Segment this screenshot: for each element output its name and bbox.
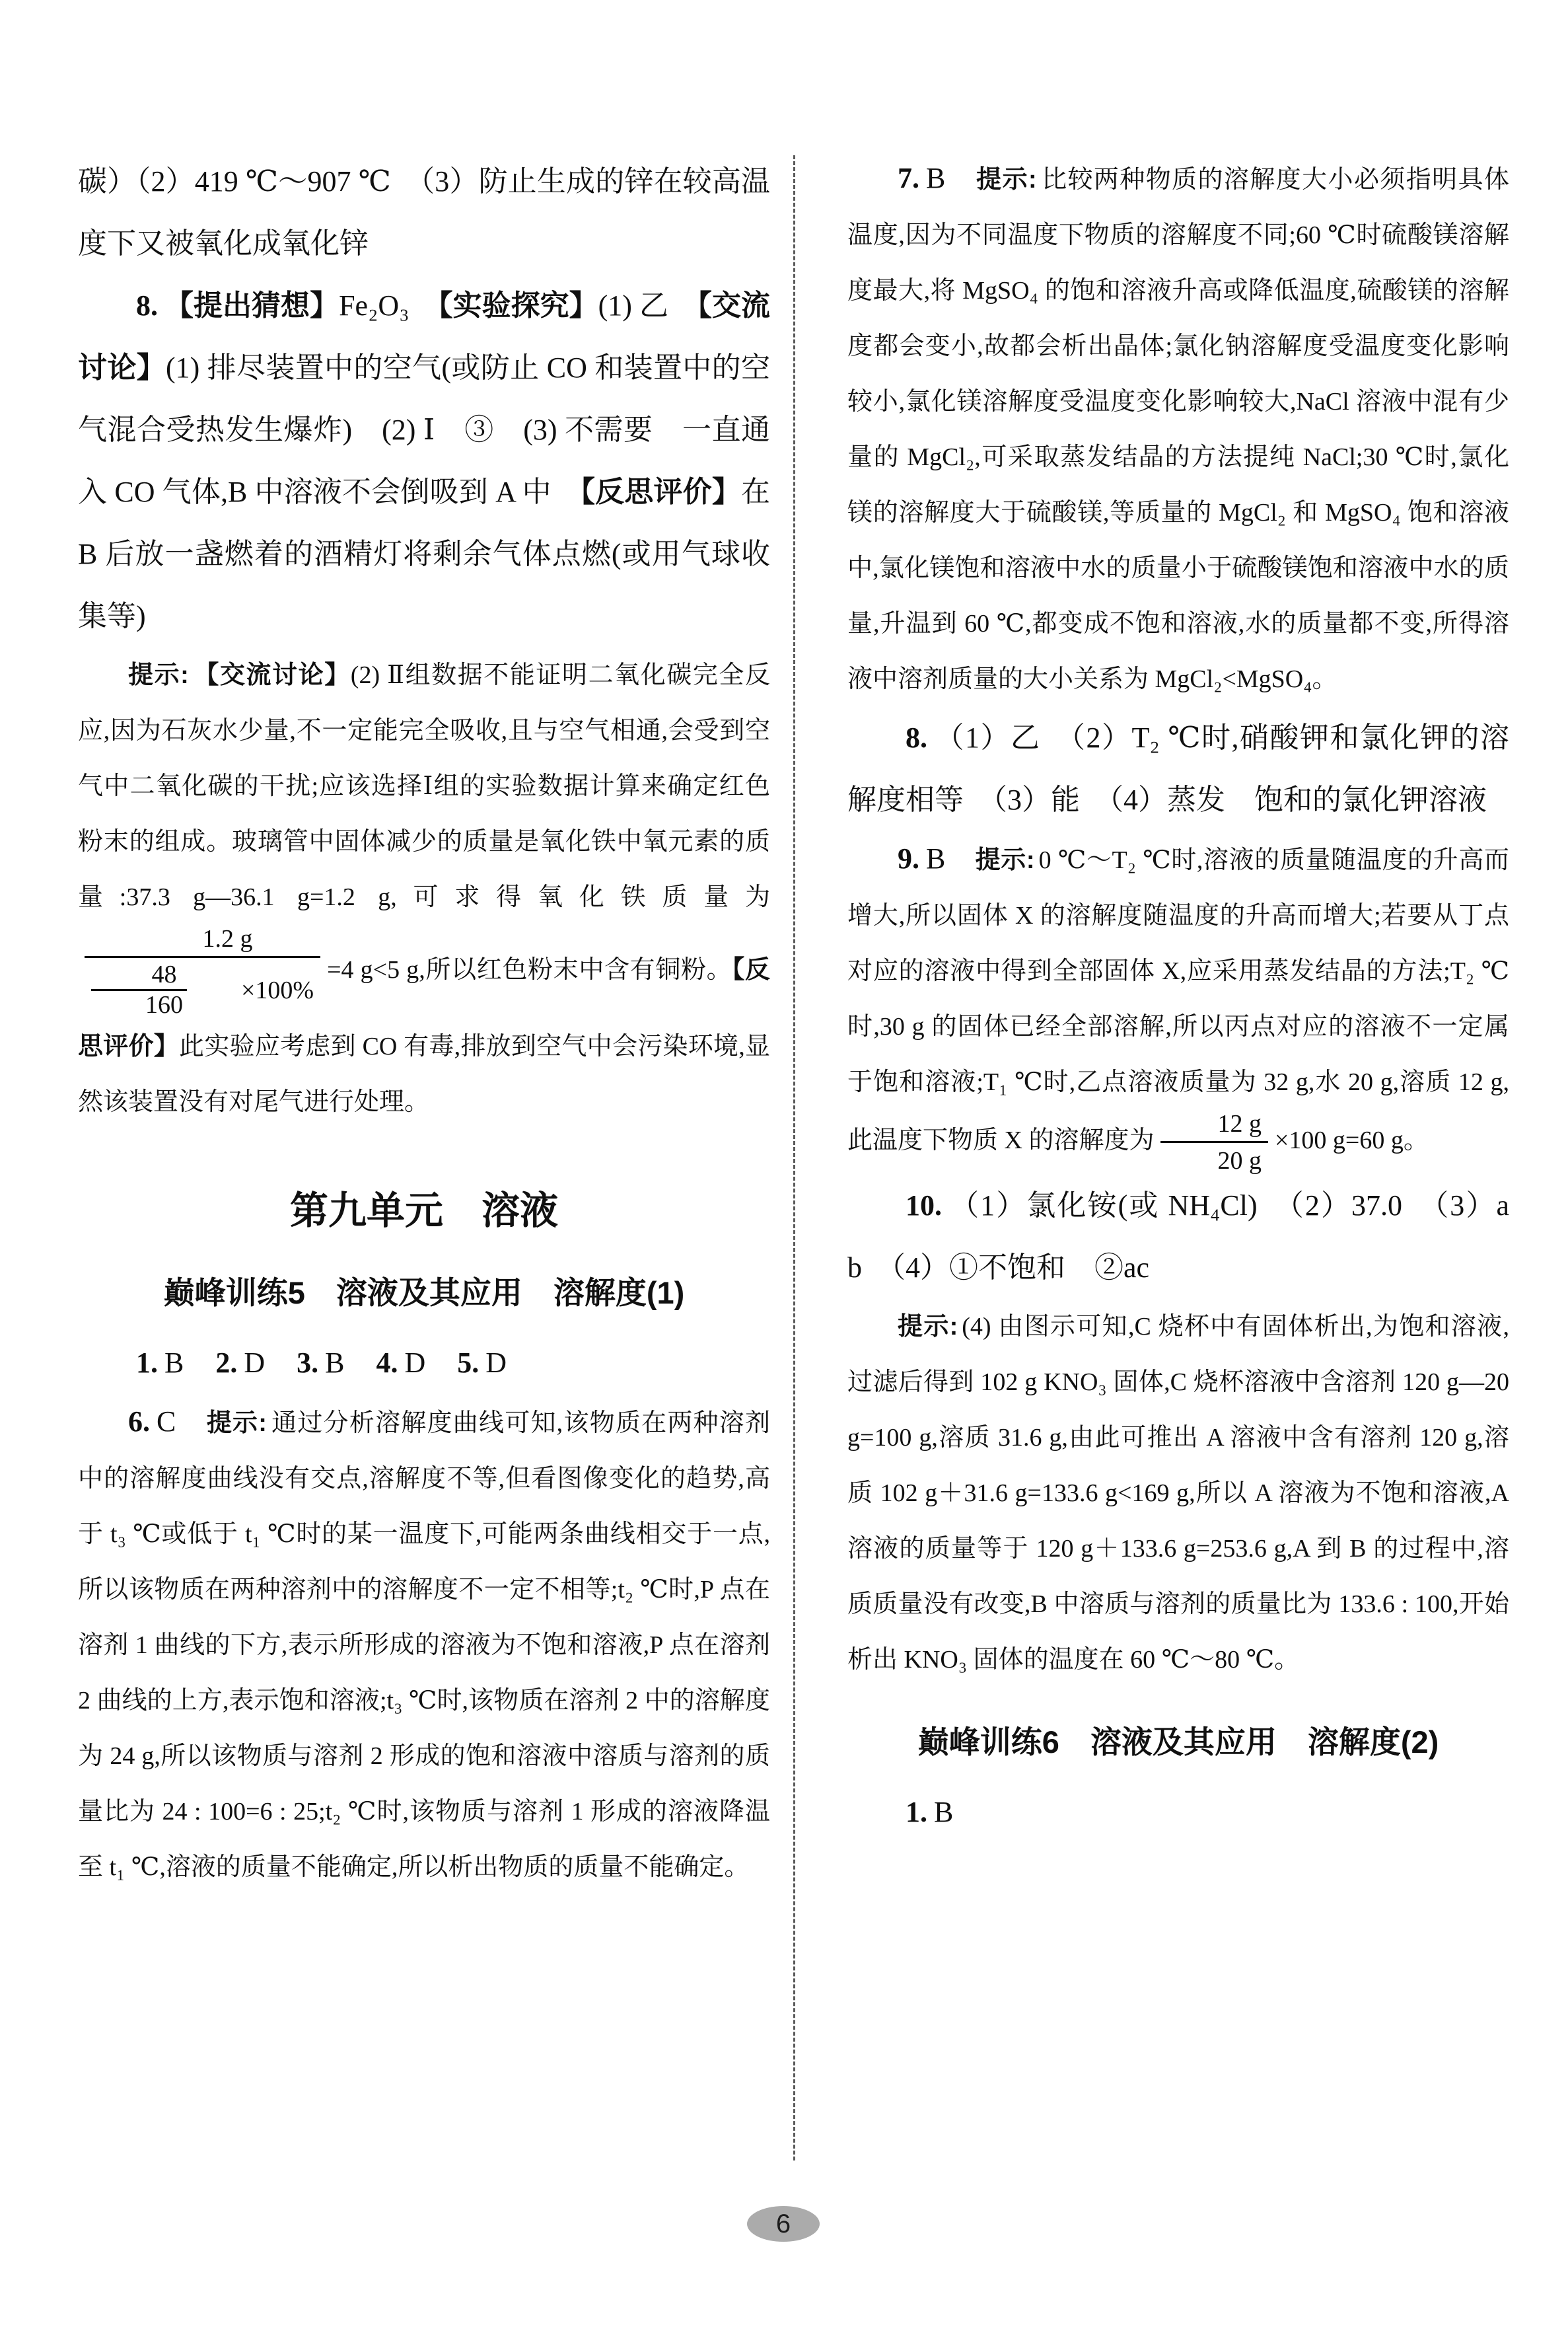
nested-fraction — [91, 962, 187, 1019]
hint-text: 0 ℃～T₂ ℃时,溶液的质量随温度的升高而增大,所以固体 X 的溶解度随温度的升高而增大;若要从丁点对应的溶液中得到全部固体 X,应采用蒸发结晶的方法;T₂ ℃时,30 g 的固体已经全部溶解,所以丙点对应的溶液不一定属于饱和溶液;T₁ ℃时,乙点溶液质量为 32 g,水 20 g,溶质 12 g,此温度下物质 X 的溶解度为 — [847, 846, 1509, 1154]
nested-fraction-numerator: 48 — [151, 960, 177, 988]
question-number: 10. — [906, 1189, 942, 1222]
answer-item — [457, 1347, 507, 1379]
hint-text: (2) Ⅱ组数据不能证明二氧化碳完全反应,因为石灰水少量,不一定能完全吸收,且与空气相通,会受到空气中二氧化碳的干扰;应该选择Ⅰ组的实验数据计算来确定红色粉末的组成。玻璃管中固体减少的质量是氧化铁中氧元素的质量:37.3 g—36.1 g=1.2 g,可求得氧化铁质量为 — [78, 661, 770, 911]
hint-text: 此实验应考虑到 CO 有毒,排放到空气中会污染环境,显然该装置没有对尾气进行处理。 — [78, 1033, 770, 1117]
hint-label: 提示: — [898, 1313, 958, 1341]
answer-letter: B — [934, 1796, 954, 1829]
bracket-label: 【交流讨论】 — [192, 661, 351, 689]
fraction-numerator: 12 g — [1217, 1110, 1262, 1138]
bracket-label: 【实验探究】 — [438, 289, 598, 322]
right-column — [847, 151, 1538, 1843]
fraction-solubility — [1160, 1110, 1268, 1175]
hint-paragraph — [847, 1299, 1509, 1687]
question-number: 5. — [457, 1347, 480, 1380]
answer-item — [136, 1347, 184, 1379]
hint-label: 提示: — [128, 661, 189, 689]
answer-text: （1）乙 （2）T₂ ℃时,硝酸钾和氯化钾的溶解度相等 （3）能 （4）蒸发 饱和的氯化钾溶液 — [847, 721, 1509, 816]
question-number: 6. — [128, 1405, 150, 1438]
hint-text: 通过分析溶解度曲线可知,该物质在两种溶剂中的溶解度曲线没有交点,溶解度不等,但看图像变化的趋势,高于 t₃ ℃或低于 t₁ ℃时的某一温度下,可能两条曲线相交于一点,所以该物质在两种溶剂中的溶解度不一定不相等;t₂ ℃时,P 点在溶剂 1 曲线的下方,表示所形成的溶液为不饱和溶液,P 点在溶剂 2 曲线的上方,表示饱和溶液;t₃ ℃时,该物质在溶剂 2 中的溶解度为 24 g,所以该物质与溶剂 2 形成的饱和溶液中溶质与溶剂的质量比为 24 : 100=6 : 25;t₂ ℃时,该物质与溶剂 1 形成的溶液降温至 t₁ ℃,溶液的质量不能确定,所以析出物质的质量不能确定。 — [78, 1409, 770, 1882]
answer-letter: B — [164, 1347, 184, 1380]
hint-label: 提示: — [975, 846, 1035, 874]
answer-letter: D — [485, 1347, 507, 1380]
answer-item — [376, 1347, 426, 1379]
answer-lead — [128, 1405, 207, 1438]
nested-fraction-denominator: 160 — [91, 989, 187, 1019]
answer-6-paragraph — [78, 1394, 770, 1895]
hint-text: 比较两种物质的溶解度大小必须指明具体温度,因为不同温度下物质的溶解度不同;60 ℃时硫酸镁溶解度最大,将 MgSO₄ 的饱和溶液升高或降低温度,硫酸镁的溶解度都会变小,故都会析出晶体;氯化钠溶解度受温度变化影响较小,氯化镁溶解度受温度变化影响较大,NaCl 溶液中混有少量的 MgCl₂,可采取蒸发结晶的方法提纯 NaCl;30 ℃时,氯化镁的溶解度大于硫酸镁,等质量的 MgCl₂ 和 MgSO₄ 饱和溶液中,氯化镁饱和溶液中水的质量小于硫酸镁饱和溶液中水的质量,升温到 60 ℃,都变成不饱和溶液,水的质量都不变,所得溶液中溶剂质量的大小关系为 MgCl₂<MgSO₄。 — [847, 166, 1509, 693]
answer-9-paragraph — [847, 831, 1509, 1175]
question-number: 3. — [297, 1347, 319, 1380]
question-number: 8. — [136, 289, 158, 322]
answer-8-paragraph — [847, 707, 1509, 831]
answer-letter: C — [157, 1405, 207, 1438]
fraction-iron-oxide — [85, 925, 320, 1019]
question-number: 1. — [906, 1796, 927, 1829]
answer-7-paragraph — [847, 151, 1509, 707]
hint-paragraph — [78, 647, 770, 1130]
question-number: 4. — [376, 1347, 398, 1380]
bracket-label: 【反思评价】 — [580, 476, 741, 508]
hint-label: 提示: — [206, 1409, 267, 1438]
answer-letter: B — [926, 162, 977, 194]
fraction-denominator — [85, 956, 320, 1019]
answer-text: (1) 排尽装置中的空气(或防止 CO 和装置中的空气混合受热发生爆炸) (2) Ⅰ ③ (3) 不需要 一直通入 CO 气体,B 中溶液不会倒吸到 A 中 — [78, 351, 770, 508]
answer-letter: D — [404, 1347, 426, 1380]
left-column — [78, 151, 770, 1895]
bracket-label: 【反思评价】 — [78, 955, 770, 1061]
page-number: 6 — [775, 2209, 791, 2238]
answer-1-paragraph — [847, 1781, 1509, 1843]
fraction-denominator-tail: ×100% — [241, 976, 314, 1004]
answer-continuation-paragraph — [78, 151, 770, 275]
answer-text: 碳）（2）419 ℃～907 ℃ （3）防止生成的锌在较高温度下又被氧化成氧化锌 — [78, 165, 770, 260]
answer-letter: B — [325, 1347, 345, 1380]
answer-10-paragraph — [847, 1175, 1538, 1299]
section-6-title: 巅峰训练6 溶液及其应用 溶解度(2) — [917, 1724, 1439, 1760]
hint-label: 提示: — [976, 166, 1037, 194]
answer-letter: D — [244, 1347, 266, 1380]
answer-text: (1) 乙 — [598, 289, 697, 322]
answer-item — [297, 1347, 344, 1379]
question-number: 7. — [898, 162, 919, 194]
unit-title: 第九单元 溶液 — [289, 1189, 558, 1233]
answer-text: 在 B 后放一盏燃着的酒精灯将剩余气体点燃(或用气球收集等) — [78, 476, 770, 632]
answer-lead — [898, 162, 976, 194]
answer-lead — [898, 842, 976, 875]
answer-text: （1）氯化铵(或 NH₄Cl) （2）37.0 （3）a b （4）①不饱和 ②ac — [847, 1189, 1538, 1284]
question-number: 8. — [906, 721, 927, 754]
question-number: 9. — [898, 842, 919, 875]
answer-item — [215, 1347, 265, 1379]
hint-text: ×100 g=60 g。 — [1274, 1126, 1429, 1154]
section-5-title: 巅峰训练5 溶液及其应用 溶解度(1) — [163, 1275, 685, 1311]
answer-8-paragraph — [78, 275, 770, 647]
page-number-badge — [747, 2206, 820, 2242]
bracket-label: 【交流讨论】 — [78, 289, 771, 384]
question-number: 2. — [215, 1347, 238, 1380]
answer-letter: B — [926, 842, 976, 875]
column-divider — [793, 155, 795, 2160]
fraction-denominator: 20 g — [1160, 1141, 1268, 1175]
hint-text: (4) 由图示可知,C 烧杯中有固体析出,为饱和溶液,过滤后得到 102 g KNO₃ 固体,C 烧杯溶液中含溶剂 120 g—20 g=100 g,溶质 31.6 g,由此可推出 A 溶液中含有溶剂 120 g,溶质 102 g＋31.6 g=133.6 g<169 g,所以 A 溶液为不饱和溶液,A 溶液的质量等于 120 g＋133.6 g=253.6 g,A 到 B 的过程中,溶质质量没有改变,B 中溶质与溶剂的质量比为 133.6 : 100,开始析出 KNO₃ 固体的温度在 60 ℃～80 ℃。 — [847, 1313, 1509, 1674]
hint-text: =4 g<5 g,所以红色粉末中含有铜粉。 — [327, 955, 732, 984]
bracket-label: 【提出猜想】 — [164, 289, 339, 322]
question-number: 1. — [136, 1347, 158, 1380]
answer-text: Fe₂O₃ — [339, 289, 439, 322]
answers-1-to-5 — [78, 1332, 770, 1394]
fraction-numerator: 1.2 g — [202, 925, 253, 953]
